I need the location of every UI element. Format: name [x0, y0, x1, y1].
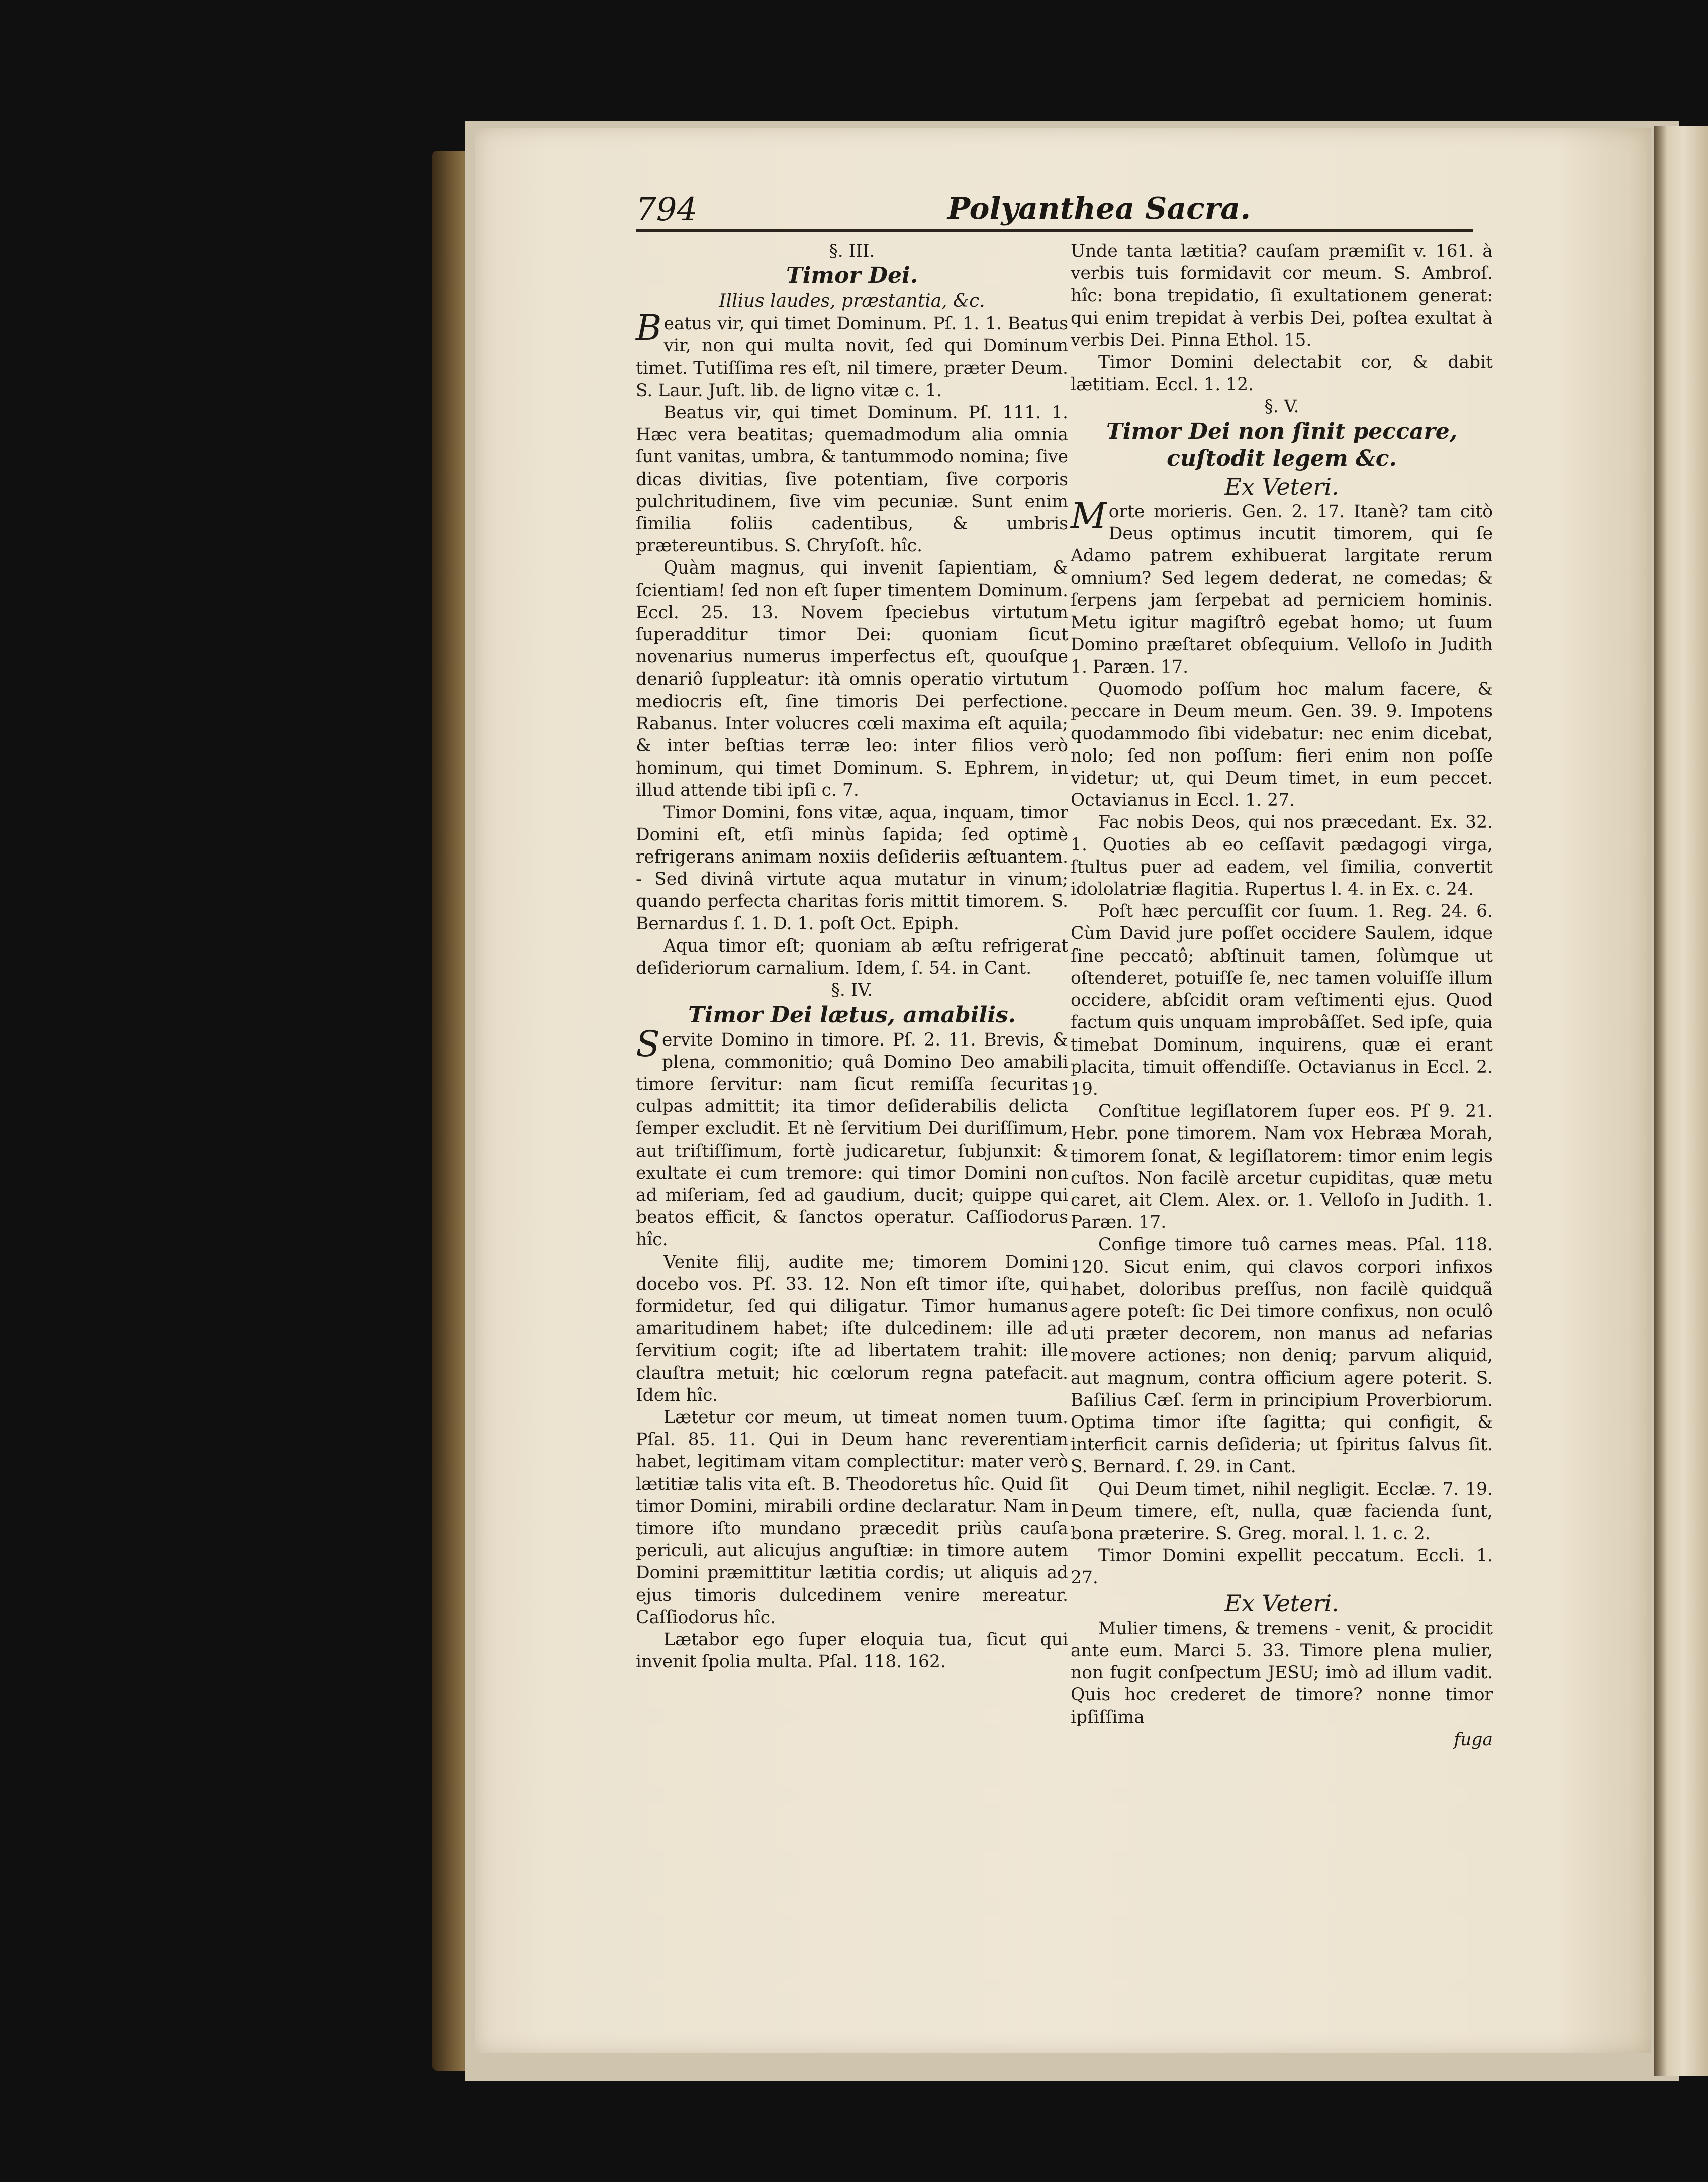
paragraph: Morte morieris. Gen. 2. 17. Itanè? tam citò Deus optimus incutit timorem, qui ſe Adamo patrem exhibuerat largitate rerum omnium? Sed legem dederat, ne comedas; & ſerpens jam ſerpebat ad perniciem hominis. Metu igitur magiſtrô egebat homo; ut ſuum Domino præſtaret obſequium. Velloſo in Judith 1. Paræn. 17. [1071, 495, 1493, 678]
right-column [1071, 240, 1493, 1751]
section-heading: Timor Dei. [786, 263, 918, 289]
paragraph: Lætabor ego ſuper eloquia tua, ſicut qui invenit ſpolia multa. Pſal. 118. 162. [636, 1629, 1068, 1672]
paragraph: Aqua timor eſt; quoniam ab æſtu refrigerat deſideriorum carnalium. Idem, ſ. 54. in Cant. [636, 935, 1068, 979]
paragraph: Unde tanta lætitia? cauſam præmiſit v. 161. à verbis tuis formidavit cor meum. S. Ambroſ. hîc: bona trepidatio, ſi exultationem generat: qui enim trepidat à verbis Dei, poſtea exultat à verbis Dei. Pinna Ethol. 15. [1071, 241, 1493, 350]
paragraph: Fac nobis Deos, qui nos præcedant. Ex. 32. 1. Quoties ab eo ceſſavit pædagogi virga, ſtultus puer ad eadem, vel ſimilia, convertit idololatriæ flagitia. Rupertus l. 4. in Ex. c. 24. [1071, 812, 1493, 900]
paragraph: Quàm magnus, qui invenit ſapientiam, & ſcientiam! ſed non eſt ſuper timentem Dominum. Eccl. 25. 13. Novem ſpeciebus virtutum ſuperadditur timor Dei: quoniam ſicut novenarius numerus imperfectus eſt, quouſque denariô ſuppleatur: ità omnis operatio virtutum mediocris eſt, ſine timoris Dei perfectione. Rabanus. Inter volucres cœli maxima eſt aquila; & inter beſtias terræ leo: inter filios verò hominum, qui timet Dominum. S. Ephrem, in illud attende tibi ipſi c. 7. [636, 558, 1068, 801]
running-head [636, 191, 1473, 241]
section-subheading: Illius laudes, præstantia, &c. [719, 291, 985, 312]
paragraph: Quomodo poſſum hoc malum facere, & peccare in Deum meum. Gen. 39. 9. Impotens quodammodo ſibi videbatur: nec enim dicebat, nolo; ſed non poſſum: fieri enim non poſſe videtur; ut, qui Deum timet, in eum peccet. Octavianus in Eccl. 1. 27. [1071, 679, 1493, 811]
section-heading: Timor Dei non ſinit peccare, cuſtodit legem &c. [1106, 418, 1458, 471]
paragraph: Confige timore tuô carnes meas. Pſal. 118. 120. Sicut enim, qui clavos corpori infixos habet, doloribus preſſus, non facilè quidquã agere poteſt: ſic Dei timore confixus, non oculô uti præter decorem, non manus ad nefarias movere actiones; non deniq; parvum aliquid, aut magnum, contra officium agere poterit. S. Baſilius Cæſ. ſerm in principium Proverbiorum. Optima timor iſte ſagitta; qui configit, & interficit carnis deſideria; ut ſpiritus ſalvus ſit. S. Bernard. ſ. 29. in Cant. [1071, 1235, 1493, 1477]
paragraph: Venite filij, audite me; timorem Domini docebo vos. Pſ. 33. 12. Non eſt timor iſte, qui formidetur, ſed qui diligatur. Timor humanus amaritudinem habet; iſte dulcedinem: ille ad ſervitium cogit; iſte ad libertatem trahit: ille clauſtra metuit; hic cœlorum regna patefacit. Idem hîc. [636, 1252, 1068, 1405]
paragraph: Beatus vir, qui timet Dominum. Pſ. 111. 1. Hæc vera beatitas; quemadmodum alia omnia ſunt vanitas, umbra, & tantummodo nomina; ſive dicas divitias, ſive potentiam, ſive corporis pulchritudinem, ſive vim pecuniæ. Sunt enim ſimilia foliis cadentibus, & umbris prætereuntibus. S. Chryſoſt. hîc. [636, 403, 1068, 556]
paragraph: Beatus vir, qui timet Dominum. Pſ. 1. 1. Beatus vir, non qui multa novit, ſed qui Dominum timet. Tutiſſima res eſt, nil timere, præter Deum. S. Laur. Juſt. lib. de ligno vitæ c. 1. [636, 307, 1068, 401]
paragraph: Timor Domini expellit peccatum. Eccli. 1. 27. [1071, 1546, 1493, 1588]
section-number: §. III. [829, 241, 875, 261]
paragraph: Poſt hæc percuſſit cor ſuum. 1. Reg. 24. 6. Cùm David jure poſſet occidere Saulem, idque ſine peccatô; abſtinuit tamen, ſolùmque ut oſtenderet, potuiſſe ſe, nec tamen voluiſſe illum occidere, abſcidit oram veſtimenti ejus. Quod factum quis unquam improbâſſet. Sed ipſe, quia timebat Dominum, inquirens, quæ ei erant placita, timuit offendiſſe. Octavianus in Eccl. 2. 19. [1071, 901, 1493, 1099]
paragraph: Timor Domini delectabit cor, & dabit lætitiam. Eccl. 1. 12. [1071, 352, 1493, 395]
testament-heading: Ex Veteri. [1224, 1589, 1339, 1617]
paragraph: Timor Domini, fons vitæ, aqua, inquam, timor Domini eſt, etſi minùs ſapida; ſed optimè refrigerans animam noxiis deſideriis æſtuantem. - Sed divinâ virtute aqua mutatur in vinum; quando perfecta charitas foris mittit timorem. S. Bernardus ſ. 1. D. 1. poſt Oct. Epiph. [636, 802, 1068, 934]
left-column [636, 240, 1068, 1673]
paragraph: Conſtitue legiſlatorem ſuper eos. Pſ 9. 21. Hebr. pone timorem. Nam vox Hebræa Morah, timorem ſonat, & legiſlatorem: timor enim legis cuſtos. Non facilè arcetur cupiditas, quæ metu caret, ait Clem. Alex. or. 1. Velloſo in Judith. 1. Paræn. 17. [1071, 1101, 1493, 1233]
paragraph: Lætetur cor meum, ut timeat nomen tuum. Pſal. 85. 11. Qui in Deum hanc reverentiam habet, legitimam vitam complectitur: mater verò lætitiæ talis vita eſt. B. Theodoretus hîc. Quid ſit timor Domini, mirabili ordine declaratur. Nam in timore iſto mundano præcedit priùs cauſa periculi, aut alicujus anguſtiæ: in timore autem Domini præmittitur lætitia cordis; ut aliquis ad ejus timoris dulcedinem venire mereatur. Caſſiodorus hîc. [636, 1407, 1068, 1628]
section-number: §. V. [1264, 397, 1299, 417]
section-number: §. IV. [831, 980, 873, 1001]
section-heading: Timor Dei lætus, amabilis. [688, 1002, 1016, 1028]
testament-heading: Ex Veteri. [1224, 472, 1339, 500]
paragraph: Mulier timens, & tremens - venit, & procidit ante eum. Marci 5. 33. Timore plena mulier, non fugit conſpectum JESU; imò ad illum vadit. Quis hoc crederet de timore? nonne timor ipſiſſima [1071, 1618, 1493, 1728]
paragraph: Servite Domino in timore. Pſ. 2. 11. Brevis, & plena, commonitio; quâ Domino Deo amabili timore ſervitur: nam ſicut remiſſa ſecuritas culpas admittit; ita timor deſiderabilis delicta ſemper excludit. Et nè ſervitium Dei duriſſimum, aut triſtiſſimum, fortè judicaretur, ſubjunxit: & exultate ei cum tremore: qui timor Domini non ad miſeriam, ſed ad gaudium, ducit; quippe qui beatos efficit, & ſanctos operatur. Caſſiodorus hîc. [636, 1023, 1068, 1250]
header-rule [636, 229, 1473, 232]
catchword: fuga [1454, 1729, 1493, 1750]
facing-page-edge [1654, 126, 1708, 2076]
header-title: Polyanthea Sacra. [947, 191, 1251, 226]
paragraph: Qui Deum timet, nihil negligit. Ecclæ. 7. 19. Deum timere, eſt, nulla, quæ facienda ſunt, bona præterire. S. Greg. moral. l. 1. c. 2. [1071, 1479, 1493, 1544]
page-number: 794 [636, 191, 698, 228]
